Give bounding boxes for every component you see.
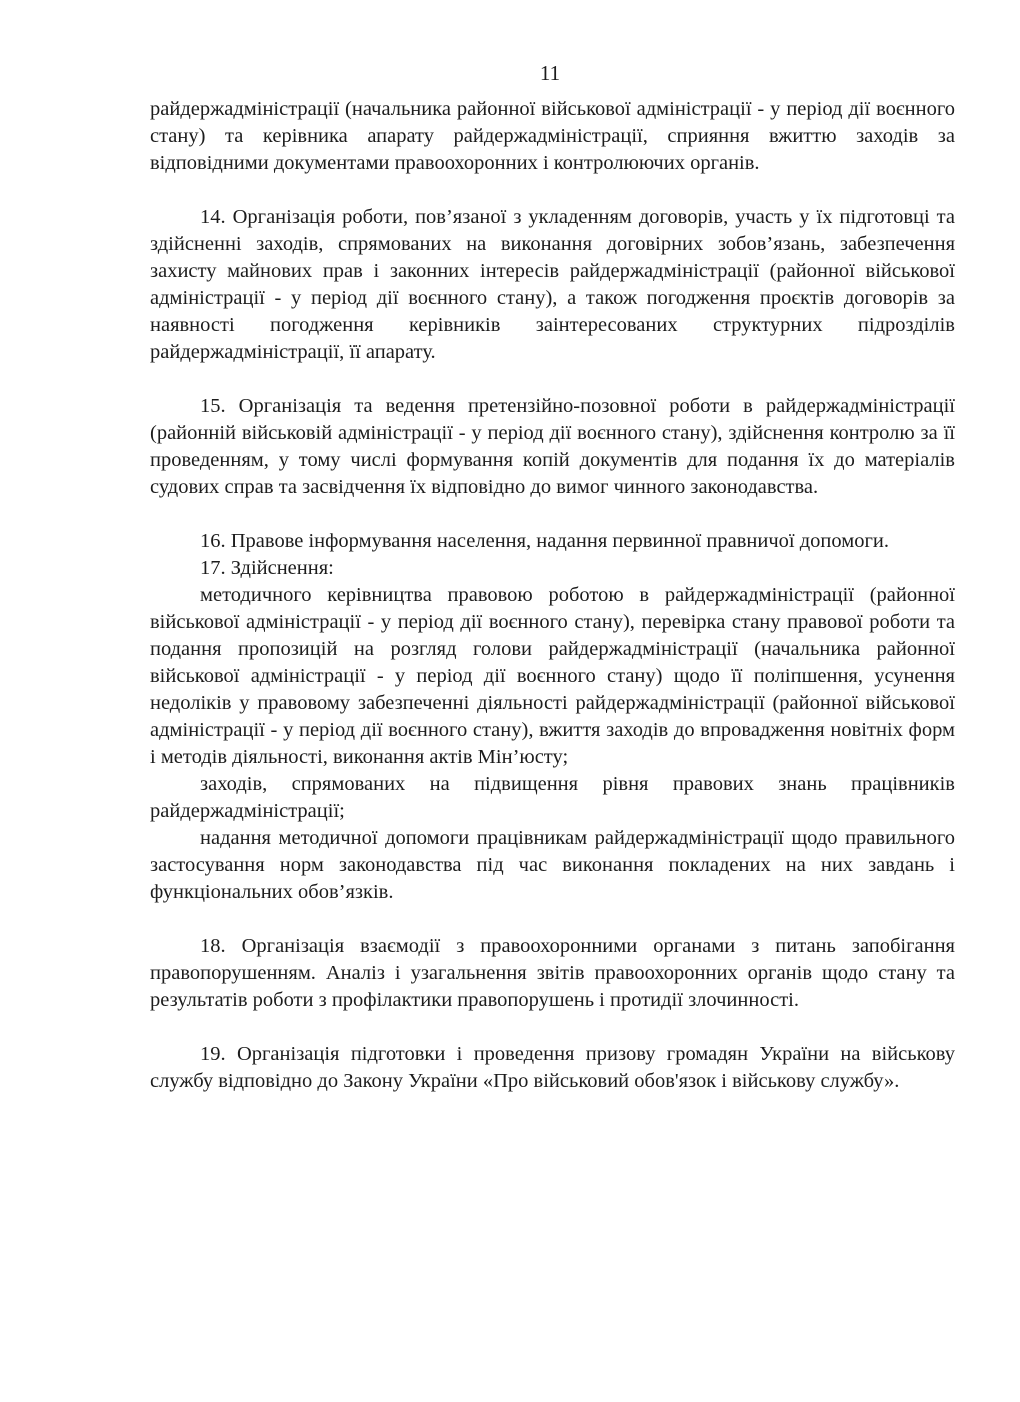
paragraph-19: 19. Організація підготовки і проведення призову громадян України на військову службу відповідно до Закону України «Про військовий обов'язок і військову службу». [150,1043,955,1092]
paragraph-15: 15. Організація та ведення претензійно-позовної роботи в райдержадміністрації (районній військовій адміністрації - у період дії воєнного стану), здійснення контролю за її проведенням, у тому числі формування копій документів для подання їх до матеріалів судових справ та засвідчення їх відповідно до вимог чинного законодавства. [150,395,955,498]
paragraph-14: 14. Організація роботи, пов’язаної з укладенням договорів, участь у їх підготовці та здійсненні заходів, спрямованих на виконання договірних зобов’язань, забезпечення захисту майнових прав і законних інтересів райдержадміністрації (районної військової адміністрації - у період дії воєнного стану), а також погодження проєктів договорів за наявності погодження керівників заінтересованих структурних підрозділів райдержадміністрації, її апарату. [150,206,955,363]
paragraph-16: 16. Правове інформування населення, надання первинної правничої допомоги. [200,530,889,552]
document-body [150,96,955,1095]
paragraph-17-item-methodical-guidance: методичного керівництва правовою роботою в райдержадміністрації (районної військової адміністрації - у період дії воєнного стану), перевірка стану правової роботи та подання пропозицій на розгляд голови райдержадміністрації (начальника районної військової адміністрації - у період дії воєнного стану) щодо її поліпшення, усунення недоліків у правовому забезпеченні діяльності райдержадміністрації (районної військової адміністрації - у період дії воєнного стану), вжиття заходів до впровадження новітніх форм і методів діяльності, виконання актів Мін’юсту; [150,584,955,768]
paragraph-17-item-methodical-help: надання методичної допомоги працівникам райдержадміністрації щодо правильного застосування норм законодавства під час виконання покладених на них завдань і функціональних обов’язків. [150,827,955,903]
paragraph-continuation: райдержадміністрації (начальника районної військової адміністрації - у період дії воєнного стану) та керівника апарату райдержадміністрації, сприяння вжиттю заходів за відповідними документами правоохоронних і контролюючих органів. [150,98,955,174]
paragraph-17-item-knowledge-measures: заходів, спрямованих на підвищення рівня правових знань працівників райдержадміністрації; [150,773,955,822]
page-number: 11 [539,61,561,85]
paragraph-18: 18. Організація взаємодії з правоохоронними органами з питань запобігання правопорушенням. Аналіз і узагальнення звітів правоохоронних органів щодо стану та результатів роботи з профілактики правопорушень і протидії злочинності. [150,935,955,1011]
paragraph-17-heading: 17. Здійснення: [200,557,334,579]
